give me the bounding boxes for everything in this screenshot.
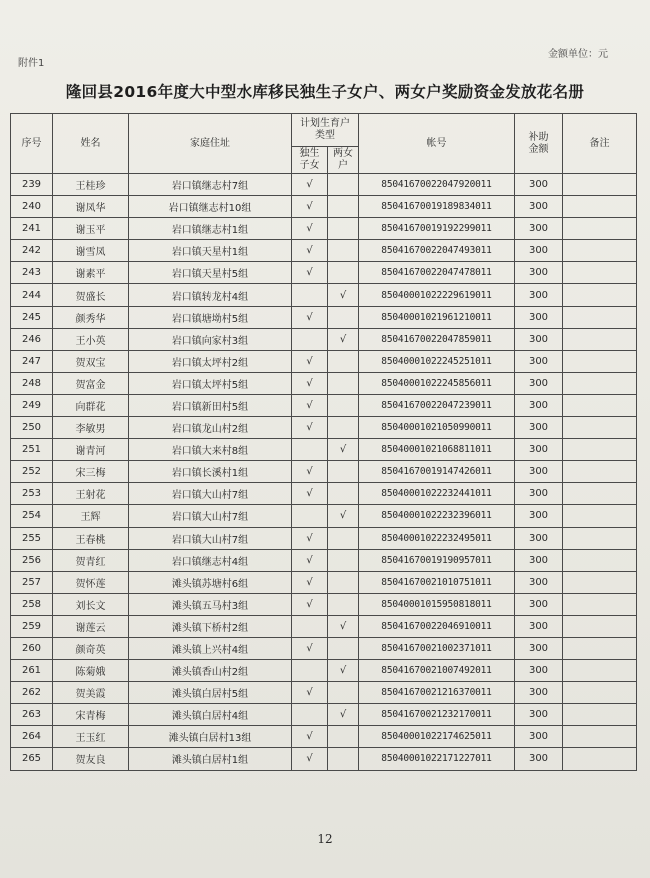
cell-account: 85040001022232441011 — [359, 483, 515, 505]
cell-address: 滩头镇五马村3组 — [129, 593, 292, 615]
cell-amount: 300 — [515, 240, 563, 262]
cell-name: 王射花 — [53, 483, 129, 505]
cell-account: 85041670022047239011 — [359, 394, 515, 416]
cell-name: 谢素平 — [53, 262, 129, 284]
cell-amount: 300 — [515, 593, 563, 615]
cell-remark — [563, 505, 637, 527]
cell-address: 岩口镇大来村8组 — [129, 439, 292, 461]
cell-no: 261 — [11, 660, 53, 682]
cell-two-girls-check — [328, 196, 359, 218]
cell-name: 贺青红 — [53, 549, 129, 571]
cell-account: 85040001021068811011 — [359, 439, 515, 461]
cell-account: 85041670021232170011 — [359, 704, 515, 726]
table-row — [11, 218, 637, 240]
cell-name: 王辉 — [53, 505, 129, 527]
cell-amount: 300 — [515, 306, 563, 328]
cell-account: 85040001022232495011 — [359, 527, 515, 549]
cell-name: 王桂珍 — [53, 174, 129, 196]
cell-no: 243 — [11, 262, 53, 284]
cell-two-girls-check — [328, 372, 359, 394]
cell-remark — [563, 527, 637, 549]
cell-name: 贺盛长 — [53, 284, 129, 306]
cell-account: 85041670019192299011 — [359, 218, 515, 240]
cell-account: 85041670019147426011 — [359, 461, 515, 483]
cell-amount: 300 — [515, 284, 563, 306]
cell-only-child-check — [292, 660, 328, 682]
cell-address: 岩口镇大山村7组 — [129, 483, 292, 505]
table-row — [11, 593, 637, 615]
cell-remark — [563, 637, 637, 659]
cell-amount: 300 — [515, 527, 563, 549]
table-row — [11, 637, 637, 659]
cell-no: 239 — [11, 174, 53, 196]
cell-only-child-check: √ — [292, 417, 328, 439]
cell-only-child-check: √ — [292, 549, 328, 571]
document-title: 隆回县2016年度大中型水库移民独生子女户、两女户奖励资金发放花名册 — [65, 83, 585, 101]
cell-two-girls-check: √ — [328, 328, 359, 350]
cell-only-child-check — [292, 615, 328, 637]
cell-account: 85041670021007492011 — [359, 660, 515, 682]
amount-unit-label: 金额单位：元 — [548, 49, 608, 60]
attachment-label: 附件1 — [18, 58, 45, 69]
roster-body — [11, 174, 637, 771]
cell-name: 陈菊娥 — [53, 660, 129, 682]
cell-address: 滩头镇香山村2组 — [129, 660, 292, 682]
cell-no: 245 — [11, 306, 53, 328]
cell-amount: 300 — [515, 372, 563, 394]
cell-address: 滩头镇苏塘村6组 — [129, 571, 292, 593]
cell-two-girls-check: √ — [328, 505, 359, 527]
cell-only-child-check — [292, 328, 328, 350]
cell-no: 262 — [11, 682, 53, 704]
cell-two-girls-check — [328, 726, 359, 748]
header-only-child-text: 独生子女 — [299, 148, 320, 171]
cell-name: 刘长文 — [53, 593, 129, 615]
cell-account: 85041670022047493011 — [359, 240, 515, 262]
cell-no: 263 — [11, 704, 53, 726]
cell-no: 250 — [11, 417, 53, 439]
cell-remark — [563, 461, 637, 483]
cell-address: 岩口镇大山村7组 — [129, 505, 292, 527]
cell-two-girls-check — [328, 350, 359, 372]
cell-name: 王小英 — [53, 328, 129, 350]
cell-name: 宋青梅 — [53, 704, 129, 726]
cell-account: 85040001021050990011 — [359, 417, 515, 439]
cell-address: 岩口镇龙山村2组 — [129, 417, 292, 439]
cell-address: 岩口镇转龙村4组 — [129, 284, 292, 306]
table-row — [11, 262, 637, 284]
table-row — [11, 461, 637, 483]
table-row — [11, 394, 637, 416]
cell-name: 贺美霞 — [53, 682, 129, 704]
cell-address: 岩口镇太坪村5组 — [129, 372, 292, 394]
cell-remark — [563, 704, 637, 726]
cell-remark — [563, 571, 637, 593]
cell-no: 253 — [11, 483, 53, 505]
cell-no: 260 — [11, 637, 53, 659]
cell-remark — [563, 439, 637, 461]
cell-name: 贺富金 — [53, 372, 129, 394]
header-address: 家庭住址 — [129, 114, 292, 174]
cell-name: 贺双宝 — [53, 350, 129, 372]
table-row — [11, 704, 637, 726]
cell-remark — [563, 372, 637, 394]
header-no: 序号 — [11, 114, 53, 174]
cell-address: 岩口镇大山村7组 — [129, 527, 292, 549]
cell-two-girls-check: √ — [328, 439, 359, 461]
cell-amount: 300 — [515, 328, 563, 350]
cell-two-girls-check — [328, 682, 359, 704]
header-two-girls-text: 两女户 — [333, 148, 353, 171]
cell-account: 85040001022174625011 — [359, 726, 515, 748]
cell-account: 85040001022229619011 — [359, 284, 515, 306]
table-row — [11, 328, 637, 350]
cell-only-child-check: √ — [292, 726, 328, 748]
table-row — [11, 682, 637, 704]
cell-name: 谢雪凤 — [53, 240, 129, 262]
cell-name: 谢玉平 — [53, 218, 129, 240]
cell-no: 256 — [11, 549, 53, 571]
cell-amount: 300 — [515, 439, 563, 461]
cell-only-child-check: √ — [292, 196, 328, 218]
cell-two-girls-check: √ — [328, 615, 359, 637]
table-row — [11, 505, 637, 527]
cell-remark — [563, 417, 637, 439]
cell-remark — [563, 306, 637, 328]
table-row — [11, 571, 637, 593]
header-account: 帐号 — [359, 114, 515, 174]
table-row — [11, 439, 637, 461]
cell-no: 240 — [11, 196, 53, 218]
cell-address: 岩口镇继志村4组 — [129, 549, 292, 571]
cell-remark — [563, 726, 637, 748]
table-row — [11, 549, 637, 571]
cell-amount: 300 — [515, 350, 563, 372]
cell-only-child-check — [292, 284, 328, 306]
cell-only-child-check: √ — [292, 593, 328, 615]
cell-remark — [563, 328, 637, 350]
cell-only-child-check: √ — [292, 240, 328, 262]
cell-account: 85041670021002371011 — [359, 637, 515, 659]
cell-two-girls-check: √ — [328, 704, 359, 726]
cell-remark — [563, 593, 637, 615]
cell-two-girls-check — [328, 417, 359, 439]
table-row — [11, 748, 637, 770]
cell-account: 85041670022047920011 — [359, 174, 515, 196]
table-row — [11, 306, 637, 328]
table-row — [11, 196, 637, 218]
cell-address: 岩口镇向家村3组 — [129, 328, 292, 350]
cell-only-child-check: √ — [292, 262, 328, 284]
cell-account: 85040001022171227011 — [359, 748, 515, 770]
cell-only-child-check: √ — [292, 218, 328, 240]
cell-name: 宋三梅 — [53, 461, 129, 483]
cell-address: 滩头镇上兴村4组 — [129, 637, 292, 659]
cell-two-girls-check — [328, 262, 359, 284]
cell-name: 李敏男 — [53, 417, 129, 439]
cell-remark — [563, 262, 637, 284]
cell-two-girls-check — [328, 306, 359, 328]
cell-only-child-check: √ — [292, 306, 328, 328]
header-only-child — [292, 147, 328, 174]
cell-only-child-check: √ — [292, 748, 328, 770]
cell-no: 242 — [11, 240, 53, 262]
cell-two-girls-check — [328, 174, 359, 196]
cell-remark — [563, 394, 637, 416]
cell-no: 264 — [11, 726, 53, 748]
cell-amount: 300 — [515, 174, 563, 196]
cell-address: 岩口镇新田村5组 — [129, 394, 292, 416]
cell-account: 85041670022047478011 — [359, 262, 515, 284]
cell-remark — [563, 615, 637, 637]
cell-two-girls-check — [328, 483, 359, 505]
header-plan-type — [292, 114, 359, 147]
cell-only-child-check: √ — [292, 372, 328, 394]
header-plan-type-text: 计划生育户类型 — [300, 118, 350, 141]
cell-only-child-check — [292, 505, 328, 527]
cell-amount: 300 — [515, 417, 563, 439]
cell-amount: 300 — [515, 682, 563, 704]
cell-remark — [563, 284, 637, 306]
cell-address: 岩口镇天星村5组 — [129, 262, 292, 284]
cell-no: 259 — [11, 615, 53, 637]
cell-account: 85040001021961210011 — [359, 306, 515, 328]
cell-account: 85041670022047859011 — [359, 328, 515, 350]
cell-address: 岩口镇继志村1组 — [129, 218, 292, 240]
cell-only-child-check: √ — [292, 682, 328, 704]
cell-remark — [563, 218, 637, 240]
cell-name: 谢青河 — [53, 439, 129, 461]
cell-no: 249 — [11, 394, 53, 416]
cell-remark — [563, 196, 637, 218]
table-row — [11, 174, 637, 196]
cell-account: 85040001022232396011 — [359, 505, 515, 527]
cell-amount: 300 — [515, 394, 563, 416]
cell-two-girls-check: √ — [328, 660, 359, 682]
cell-name: 贺怀莲 — [53, 571, 129, 593]
cell-remark — [563, 240, 637, 262]
cell-address: 岩口镇继志村7组 — [129, 174, 292, 196]
cell-remark — [563, 174, 637, 196]
table-row — [11, 284, 637, 306]
table-row — [11, 527, 637, 549]
cell-only-child-check — [292, 439, 328, 461]
cell-only-child-check: √ — [292, 527, 328, 549]
cell-name: 王玉红 — [53, 726, 129, 748]
cell-only-child-check: √ — [292, 571, 328, 593]
header-two-girls — [328, 147, 359, 174]
cell-address: 岩口镇太坪村2组 — [129, 350, 292, 372]
table-row — [11, 350, 637, 372]
cell-no: 265 — [11, 748, 53, 770]
roster-table — [10, 113, 637, 771]
cell-two-girls-check — [328, 240, 359, 262]
cell-remark — [563, 748, 637, 770]
cell-name: 颜奇英 — [53, 637, 129, 659]
cell-amount: 300 — [515, 660, 563, 682]
cell-address: 岩口镇长溪村1组 — [129, 461, 292, 483]
cell-only-child-check: √ — [292, 483, 328, 505]
cell-two-girls-check — [328, 527, 359, 549]
table-row — [11, 372, 637, 394]
cell-address: 滩头镇白居村4组 — [129, 704, 292, 726]
cell-account: 85040001022245251011 — [359, 350, 515, 372]
cell-two-girls-check — [328, 218, 359, 240]
cell-only-child-check — [292, 704, 328, 726]
cell-only-child-check: √ — [292, 394, 328, 416]
cell-amount: 300 — [515, 748, 563, 770]
table-row — [11, 726, 637, 748]
cell-address: 滩头镇下桥村2组 — [129, 615, 292, 637]
cell-no: 257 — [11, 571, 53, 593]
header-subsidy-text: 补助金额 — [528, 131, 549, 155]
cell-two-girls-check — [328, 571, 359, 593]
cell-amount: 300 — [515, 196, 563, 218]
cell-no: 246 — [11, 328, 53, 350]
cell-two-girls-check — [328, 637, 359, 659]
cell-amount: 300 — [515, 218, 563, 240]
table-row — [11, 615, 637, 637]
cell-account: 85041670022046910011 — [359, 615, 515, 637]
cell-amount: 300 — [515, 262, 563, 284]
table-row — [11, 483, 637, 505]
cell-amount: 300 — [515, 505, 563, 527]
cell-two-girls-check — [328, 549, 359, 571]
header-subsidy — [515, 114, 563, 174]
cell-amount: 300 — [515, 571, 563, 593]
cell-name: 谢凤华 — [53, 196, 129, 218]
cell-remark — [563, 549, 637, 571]
table-row — [11, 417, 637, 439]
cell-no: 244 — [11, 284, 53, 306]
cell-two-girls-check — [328, 394, 359, 416]
cell-remark — [563, 350, 637, 372]
cell-remark — [563, 682, 637, 704]
cell-two-girls-check — [328, 748, 359, 770]
header-name: 姓名 — [53, 114, 129, 174]
cell-no: 251 — [11, 439, 53, 461]
cell-two-girls-check — [328, 593, 359, 615]
cell-account: 85040001022245856011 — [359, 372, 515, 394]
cell-only-child-check: √ — [292, 461, 328, 483]
cell-amount: 300 — [515, 637, 563, 659]
cell-amount: 300 — [515, 704, 563, 726]
cell-two-girls-check: √ — [328, 284, 359, 306]
cell-no: 255 — [11, 527, 53, 549]
cell-account: 85040001015950818011 — [359, 593, 515, 615]
cell-name: 颜秀华 — [53, 306, 129, 328]
table-row — [11, 240, 637, 262]
cell-address: 岩口镇塘坳村5组 — [129, 306, 292, 328]
cell-account: 85041670021216370011 — [359, 682, 515, 704]
cell-address: 滩头镇白居村1组 — [129, 748, 292, 770]
cell-only-child-check: √ — [292, 174, 328, 196]
cell-no: 258 — [11, 593, 53, 615]
cell-amount: 300 — [515, 549, 563, 571]
table-row — [11, 660, 637, 682]
header-remarks: 备注 — [563, 114, 637, 174]
cell-amount: 300 — [515, 483, 563, 505]
cell-amount: 300 — [515, 615, 563, 637]
cell-name: 向群花 — [53, 394, 129, 416]
cell-address: 岩口镇天星村1组 — [129, 240, 292, 262]
cell-name: 谢莲云 — [53, 615, 129, 637]
cell-amount: 300 — [515, 726, 563, 748]
cell-no: 247 — [11, 350, 53, 372]
cell-no: 252 — [11, 461, 53, 483]
cell-account: 85041670019189834011 — [359, 196, 515, 218]
cell-only-child-check: √ — [292, 350, 328, 372]
page-number: 12 — [317, 832, 333, 846]
cell-account: 85041670021010751011 — [359, 571, 515, 593]
cell-address: 滩头镇白居村5组 — [129, 682, 292, 704]
cell-remark — [563, 483, 637, 505]
cell-no: 248 — [11, 372, 53, 394]
cell-amount: 300 — [515, 461, 563, 483]
cell-no: 254 — [11, 505, 53, 527]
cell-address: 滩头镇白居村13组 — [129, 726, 292, 748]
cell-name: 贺友良 — [53, 748, 129, 770]
cell-only-child-check: √ — [292, 637, 328, 659]
cell-remark — [563, 660, 637, 682]
cell-no: 241 — [11, 218, 53, 240]
cell-name: 王春桃 — [53, 527, 129, 549]
cell-address: 岩口镇继志村10组 — [129, 196, 292, 218]
cell-account: 85041670019190957011 — [359, 549, 515, 571]
cell-two-girls-check — [328, 461, 359, 483]
